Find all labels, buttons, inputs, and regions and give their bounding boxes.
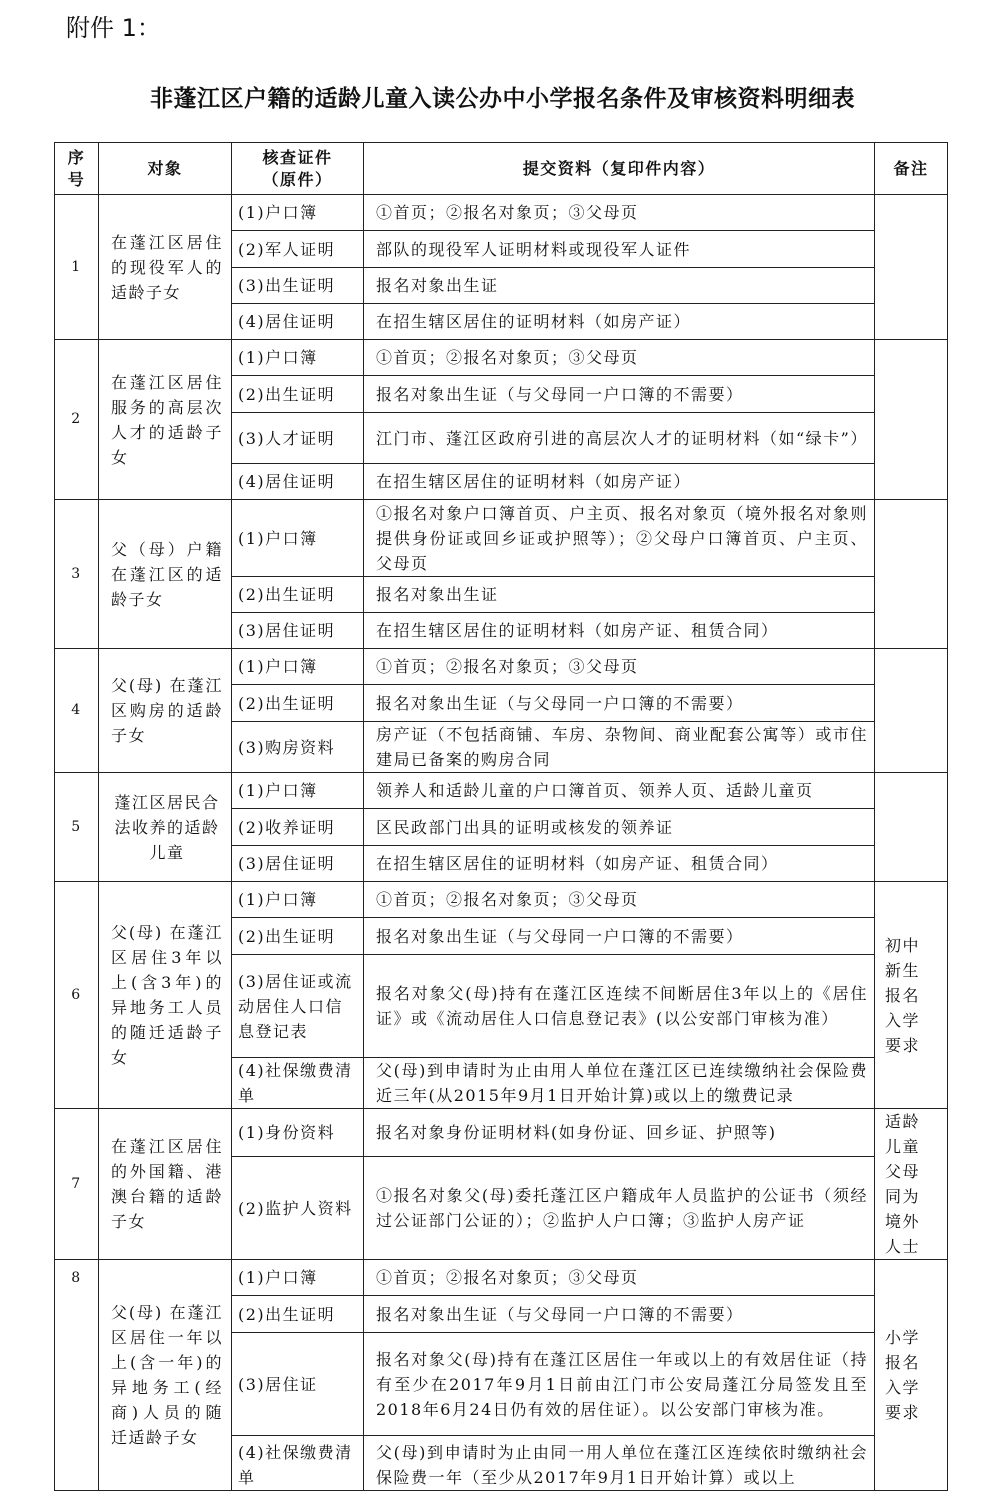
target-cell: 父(母) 在蓬江区居住一年以上(含一年)的异地务工(经商)人员的随迁适龄子女 (99, 1260, 232, 1491)
cert-cell: (3)人才证明 (232, 413, 364, 464)
material-cell: 领养人和适龄儿童的户口簿首页、领养人页、适龄儿童页 (364, 773, 875, 809)
target-cell: 在蓬江区居住的外国籍、港澳台籍的适龄子女 (99, 1109, 232, 1260)
cert-cell: (4)社保缴费清单 (232, 1058, 364, 1109)
cert-cell: (4)居住证明 (232, 304, 364, 340)
cert-cell: (1)户口簿 (232, 340, 364, 376)
material-cell: 报名对象出生证（与父母同一户口簿的不需要） (364, 376, 875, 413)
material-cell: 江门市、蓬江区政府引进的高层次人才的证明材料（如“绿卡”） (364, 413, 875, 464)
remark-cell (875, 195, 948, 340)
row-number: 1 (55, 195, 99, 340)
cert-cell: (3)居住证或流动居住人口信息登记表 (232, 955, 364, 1058)
row-number: 5 (55, 773, 99, 882)
target-cell: 父(母) 在蓬江区居住3年以上(含3年)的异地务工人员的随迁适龄子女 (99, 882, 232, 1109)
material-cell: ①首页；②报名对象页；③父母页 (364, 882, 875, 918)
material-cell: 房产证（不包括商铺、车房、杂物间、商业配套公寓等）或市住建局已备案的购房合同 (364, 722, 875, 773)
material-cell: ①报名对象父(母)委托蓬江区户籍成年人员监护的公证书（须经过公证部门公证的）；②监护人户口簿；③监护人房产证 (364, 1157, 875, 1260)
material-cell: 报名对象身份证明材料(如身份证、回乡证、护照等) (364, 1109, 875, 1157)
header-no (55, 143, 99, 195)
material-cell: 在招生辖区居住的证明材料（如房产证、租赁合同） (364, 846, 875, 882)
cert-cell: (1)身份资料 (232, 1109, 364, 1157)
row-number: 4 (55, 649, 99, 773)
material-cell: ①首页；②报名对象页；③父母页 (364, 649, 875, 685)
cert-cell: (2)出生证明 (232, 376, 364, 413)
cert-cell: (3)出生证明 (232, 268, 364, 304)
table-row (55, 773, 948, 809)
cert-cell: (1)户口簿 (232, 649, 364, 685)
material-cell: 报名对象出生证 (364, 268, 875, 304)
material-cell: 在招生辖区居住的证明材料（如房产证） (364, 464, 875, 500)
cert-cell: (2)出生证明 (232, 1296, 364, 1333)
material-cell: 报名对象父(母)持有在蓬江区居住一年或以上的有效居住证（持有至少在2017年9月1日前由江门市公安局蓬江分局签发且至2018年6月24日仍有效的居住证）。以公安部门审核为准。 (364, 1333, 875, 1436)
cert-cell: (1)户口簿 (232, 500, 364, 577)
remark-cell: 初中新生报名入学要求 (875, 882, 948, 1109)
row-number: 7 (55, 1109, 99, 1260)
material-cell: 部队的现役军人证明材料或现役军人证件 (364, 231, 875, 268)
table-row (55, 882, 948, 918)
target-cell: 在蓬江区居住服务的高层次人才的适龄子女 (99, 340, 232, 500)
header-target: 对象 (99, 143, 232, 195)
material-cell: 报名对象出生证（与父母同一户口簿的不需要） (364, 918, 875, 955)
remark-cell (875, 500, 948, 649)
cert-cell: (1)户口簿 (232, 195, 364, 231)
target-cell: 蓬江区居民合法收养的适龄儿童 (99, 773, 232, 882)
row-number: 6 (55, 882, 99, 1109)
attachment-label: 附件 1： (66, 14, 161, 42)
remark-cell: 小学报名入学要求 (875, 1260, 948, 1491)
cert-cell: (2)出生证明 (232, 577, 364, 613)
header-no-line2: 号 (67, 169, 86, 189)
material-cell: 在招生辖区居住的证明材料（如房产证、租赁合同） (364, 613, 875, 649)
cert-cell: (1)户口簿 (232, 773, 364, 809)
target-cell: 父(母) 在蓬江区购房的适龄子女 (99, 649, 232, 773)
row-number: 8 (55, 1260, 99, 1491)
table-row (55, 1260, 948, 1296)
cert-cell: (3)购房资料 (232, 722, 364, 773)
remark-cell (875, 340, 948, 500)
material-cell: 父(母)到申请时为止由同一用人单位在蓬江区连续依时缴纳社会保险费一年（至少从2017年9月1日开始计算）或以上 (364, 1436, 875, 1491)
cert-cell: (2)出生证明 (232, 685, 364, 722)
material-cell: ①报名对象户口簿首页、户主页、报名对象页（境外报名对象则提供身份证或回乡证或护照等）；②父母户口簿首页、户主页、父母页 (364, 500, 875, 577)
row-number: 3 (55, 500, 99, 649)
target-cell: 父（母）户籍在蓬江区的适龄子女 (99, 500, 232, 649)
remark-cell (875, 773, 948, 882)
remark-cell (875, 649, 948, 773)
material-cell: 报名对象父(母)持有在蓬江区连续不间断居住3年以上的《居住证》或《流动居住人口信息登记表》(以公安部门审核为准） (364, 955, 875, 1058)
cert-cell: (1)户口簿 (232, 1260, 364, 1296)
cert-cell: (2)收养证明 (232, 809, 364, 846)
cert-cell: (3)居住证 (232, 1333, 364, 1436)
material-cell: ①首页；②报名对象页；③父母页 (364, 340, 875, 376)
table-row (55, 649, 948, 685)
cert-cell: (3)居住证明 (232, 613, 364, 649)
header-no-line1: 序 (67, 147, 86, 167)
cert-cell: (2)军人证明 (232, 231, 364, 268)
table-header-row (55, 143, 948, 195)
cert-cell: (3)居住证明 (232, 846, 364, 882)
remark-cell: 适龄儿童父母同为境外人士 (875, 1109, 948, 1260)
header-cert-line1: 核查证件 (262, 147, 333, 167)
row-number: 2 (55, 340, 99, 500)
material-cell: 报名对象出生证（与父母同一户口簿的不需要） (364, 1296, 875, 1333)
cert-cell: (1)户口簿 (232, 882, 364, 918)
page-title: 非蓬江区户籍的适龄儿童入读公办中小学报名条件及审核资料明细表 (150, 86, 855, 112)
material-cell: 报名对象出生证（与父母同一户口簿的不需要） (364, 685, 875, 722)
material-cell: ①首页；②报名对象页；③父母页 (364, 1260, 875, 1296)
material-cell: 区民政部门出具的证明或核发的领养证 (364, 809, 875, 846)
cert-cell: (4)居住证明 (232, 464, 364, 500)
cert-cell: (2)出生证明 (232, 918, 364, 955)
table-row (55, 1109, 948, 1157)
cert-cell: (4)社保缴费清单 (232, 1436, 364, 1491)
table-row (55, 340, 948, 376)
header-cert (232, 143, 364, 195)
table-row (55, 195, 948, 231)
header-remarks: 备注 (875, 143, 948, 195)
header-cert-line2: （原件） (262, 169, 333, 189)
table-row (55, 500, 948, 577)
material-cell: 父(母)到申请时为止由用人单位在蓬江区已连续缴纳社会保险费近三年(从2015年9月1日开始计算)或以上的缴费记录 (364, 1058, 875, 1109)
material-cell: ①首页；②报名对象页；③父母页 (364, 195, 875, 231)
header-materials: 提交资料（复印件内容） (364, 143, 875, 195)
cert-cell: (2)监护人资料 (232, 1157, 364, 1260)
material-cell: 报名对象出生证 (364, 577, 875, 613)
requirements-table (54, 142, 948, 1491)
material-cell: 在招生辖区居住的证明材料（如房产证） (364, 304, 875, 340)
target-cell: 在蓬江区居住的现役军人的适龄子女 (99, 195, 232, 340)
